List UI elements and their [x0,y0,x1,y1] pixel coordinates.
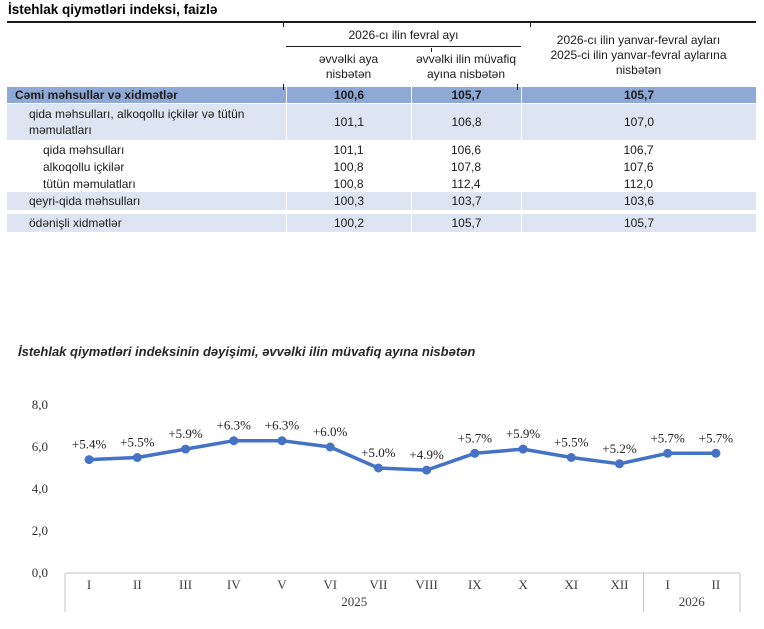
month-label: II [132,577,142,592]
data-point-label: +6.0% [312,424,348,439]
chart-title: İstehlak qiymətləri indeksinin dəyişimi, əvvəlki ilin müvafiq ayına nisbətən [18,344,476,359]
value-cell: 103,6 [521,192,756,210]
data-point-label: +5.5% [120,434,155,450]
data-point-label: +4.9% [409,447,444,463]
data-point-label: +5.5% [554,434,589,450]
header-month-group [286,23,521,87]
value-cell: 106,7 [623,142,654,157]
row-label: alkoqollu içkilər [43,159,125,174]
table-row [7,141,756,158]
header-label-spacer [7,23,286,87]
value-cell: 100,8 [333,159,364,174]
data-point-label: +6.3% [264,417,300,433]
month-label: X [518,577,528,592]
value-cell: 107,6 [623,159,654,174]
value-cell: 103,7 [411,192,521,210]
table-row [7,214,756,232]
month-label: XII [610,577,629,592]
column-header-prev-year-month: əvvəlki ilin müvafiq ayına nisbətən [415,52,517,81]
column-tick [283,23,284,27]
cpi-trend-chart [0,390,764,629]
month-label: XI [564,577,579,592]
data-point-label: +6.3% [216,417,251,433]
month-label: VI [323,577,338,592]
data-point [711,449,720,458]
table-row [7,175,756,192]
value-cell: 105,7 [521,214,756,232]
y-axis-label: 8,0 [31,397,48,412]
data-point-label: +5.7% [650,430,685,446]
column-group-header: 2026-cı ilin fevral ayı [286,23,521,47]
data-point-label: +5.4% [71,436,107,452]
column-tick [431,48,432,52]
value-cell: 101,1 [333,142,364,157]
value-cell: 105,7 [411,214,521,232]
data-point [277,436,286,445]
data-point [663,449,672,458]
value-cell: 100,8 [333,176,364,191]
data-point [567,453,576,462]
data-point-label: +5.7% [698,430,734,446]
value-cell: 107,8 [450,159,482,174]
y-axis-label: 6,0 [31,439,48,454]
data-point [229,436,238,445]
value-cell: 100,2 [286,214,411,232]
data-point [422,466,431,475]
month-label: I [86,577,92,592]
row-label: tütün məmulatları [43,176,136,191]
data-point [326,443,335,452]
page-title: İstehlak qiymətləri indeksi, faizlə [8,2,218,17]
value-cell: 100,6 [286,87,411,103]
month-label: III [179,577,193,592]
column-sub-headers [286,47,521,87]
data-point-label: +5.9% [505,426,541,442]
row-label: qeyri-qida məhsulları [29,194,141,208]
value-cell: 105,7 [521,87,756,103]
data-point-label: +5.7% [457,430,493,446]
data-point-label: +5.2% [602,440,637,456]
month-label: II [711,577,721,592]
column-header-prev-month: əvvəlki aya nisbətən [318,52,379,81]
month-label: I [665,577,670,592]
year-label: 2025 [341,594,368,609]
value-cell: 106,8 [411,104,521,140]
data-point [519,445,528,454]
data-point [85,455,94,464]
value-cell: 106,6 [450,142,482,157]
data-point [181,445,190,454]
value-cell: 100,3 [286,192,411,210]
month-label: IV [226,577,241,592]
row-label: ödənişli xidmətlər [29,216,122,230]
value-cell: 112,4 [451,176,481,191]
y-axis-label: 2,0 [31,523,48,538]
data-point-label: +5.0% [361,445,396,460]
data-point [374,464,383,473]
y-axis-label: 4,0 [31,481,48,496]
table-header [7,23,756,87]
table-row [7,158,756,175]
month-label: VII [369,577,388,592]
column-tick [530,23,531,27]
month-label: IX [467,577,482,592]
column-tick [283,84,284,90]
data-point [615,459,624,468]
table-row [7,104,756,141]
year-label: 2026 [678,594,705,609]
table-row [7,192,756,210]
month-label: VIII [415,577,438,592]
value-cell: 112,0 [623,176,654,191]
column-tick [517,84,518,90]
row-label: Cəmi məhsullar və xidmətlər [15,88,178,102]
row-label: qida məhsulları [43,142,125,157]
value-cell: 101,1 [286,104,411,140]
y-axis-label: 0,0 [31,565,48,580]
value-cell: 107,0 [521,104,756,140]
data-point [133,453,142,462]
value-cell: 105,7 [411,87,521,103]
month-label: V [277,577,287,592]
column-header-cumulative: 2026-cı ilin yanvar-fevral ayları 2025-ci ilin yanvar-fevral aylarına nisbətən [550,32,727,77]
table-row-total [7,87,756,104]
data-point [470,449,479,458]
row-label: qida məhsulları, alkoqollu içkilər və tütün məmulatları [29,107,245,137]
data-point-label: +5.9% [168,426,203,442]
cpi-table [7,21,756,232]
